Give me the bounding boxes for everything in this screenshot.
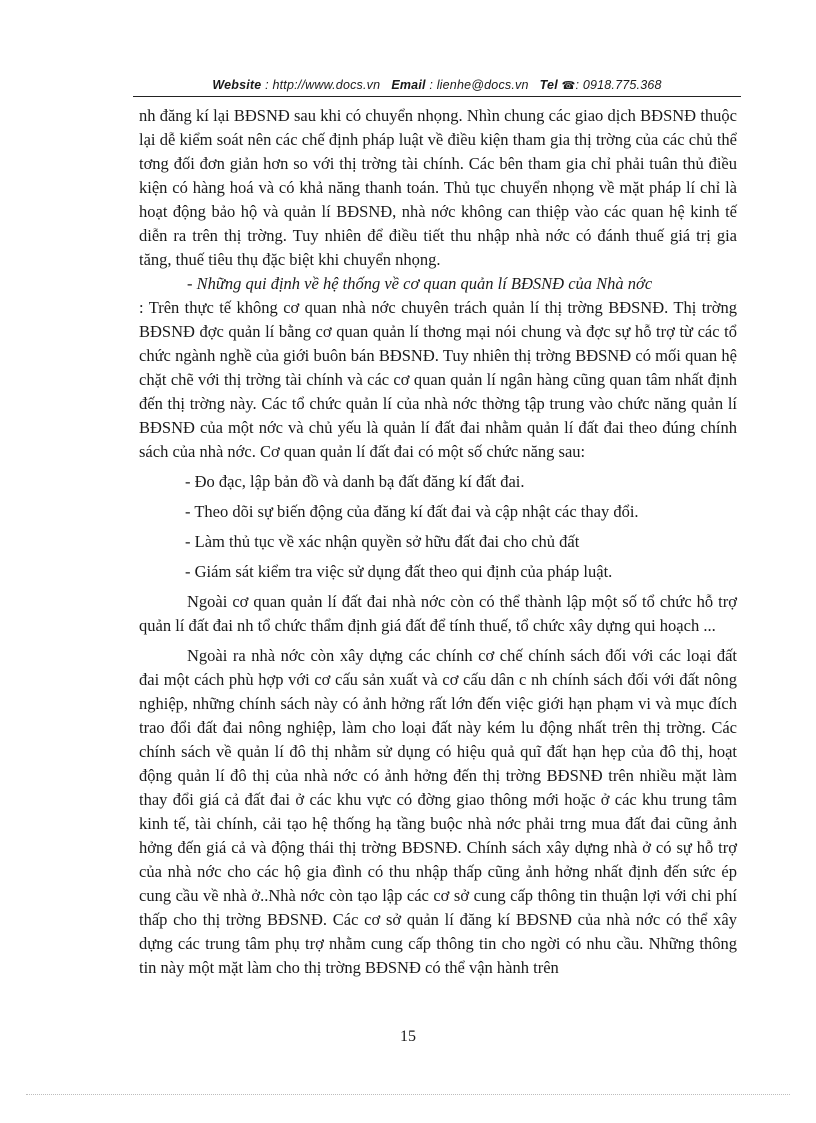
paragraph-3: Ngoài cơ quan quản lí đất đai nhà nớc còn có thể thành lập một số tổ chức hỗ trợ quản lí đất đai nh tổ chức thẩm định giá đất để tính thuế, tổ chức xây dựng qui hoạch ... (139, 592, 737, 635)
paragraph-4: Ngoài ra nhà nớc còn xây dựng các chính cơ chế chính sách đối với các loại đất đai một cách phù hợp với cơ cấu sản xuất và cơ cấu dân c nh chính sách đối với đất nông nghiệp, những chính sách này có ảnh hởng rất lớn đến việc giới hạn phạm vi và mục đích trao đổi đất đai nông nghiệp, làm cho loại đất này kém lu động nhất trên thị trờng. Các chính sách về quản lí đô thị nhằm sử dụng có hiệu quả quĩ đất hạn hẹp của đô thị, hoạt động quản lí đô thị của nhà nớc có ảnh hởng đến thị trờng BĐSNĐ trên nhiều mặt làm thay đổi giá cả đất đai ở các khu vực có đờng giao thông mới hoặc ở các khu trung tâm kinh tế, tài chính, cải tạo hệ thống hạ tầng buộc nhà nớc phải trng mua đất đai cũng ảnh hởng đến giá cả và động thái thị trờng BĐSNĐ. Chính sách xây dựng nhà ở có sự hỗ trợ của nhà nớc cho các hộ gia đình có thu nhập thấp cũng ảnh hởng nhất định đến sức ép cung cầu về nhà ở..Nhà nớc còn tạo lập các cơ sở cung cấp thông tin thuận lợi với chi phí thấp cho thị trờng BĐSNĐ. Các cơ sở quản lí đăng kí BĐSNĐ của nhà nớc có thể xây dựng các trung tâm phụ trợ nhằm cung cấp thông tin cho ngời có nhu cầu. Những thông tin này một mặt làm cho thị trờng BĐSNĐ có thể vận hành trên (139, 646, 737, 977)
page-header (133, 78, 741, 92)
subheading-text: - Những qui định về hệ thống về cơ quan quản lí BĐSNĐ của Nhà nớc (187, 274, 653, 293)
email-label: Email (391, 78, 426, 92)
paragraph-2: : Trên thực tế không cơ quan nhà nớc chuyên trách quản lí thị trờng BĐSNĐ. Thị trờng BĐSNĐ đợc quản lí bằng cơ quan quản lí thơng mại nói chung và đợc sự hỗ trợ từ các tổ chức ngành nghề của giới buôn bán BĐSNĐ. Tuy nhiên thị trờng BĐSNĐ có mối quan hệ chặt chẽ với thị trờng tài chính và các cơ quan quản lí ngân hàng cũng quan tâm nhất định đến thị trờng này. Các tổ chức quản lí của nhà nớc thờng tập trung vào chức năng quản lí BĐSNĐ của một nớc và chủ yếu là quản lí đất đai nhằm quản lí đất đai theo đúng chính sách của nhà nớc. Cơ quan quản lí đất đai có một số chức năng sau: (139, 298, 737, 461)
header-divider (133, 96, 741, 97)
list-item: - Theo dõi sự biến động của đăng kí đất đai và cập nhật các thay đổi. (185, 502, 639, 521)
section-subheading (139, 272, 737, 296)
page-number: 15 (400, 1028, 416, 1045)
list-item: - Đo đạc, lập bản đồ và danh bạ đất đăng kí đất đai. (185, 472, 525, 491)
tel-label: Tel (539, 78, 558, 92)
email-address[interactable]: : lienhe@docs.vn (429, 78, 529, 92)
tel-number: : 0918.775.368 (575, 78, 662, 92)
list-item: - Giám sát kiểm tra việc sử dụng đất theo qui định của pháp luật. (185, 562, 613, 581)
list-item: - Làm thủ tục về xác nhận quyền sở hữu đất đai cho chủ đất (185, 532, 580, 551)
website-url[interactable]: : http://www.docs.vn (265, 78, 381, 92)
website-label: Website (212, 78, 262, 92)
document-body (139, 104, 737, 980)
phone-icon: ☎ (561, 80, 576, 92)
footer-divider (26, 1094, 790, 1095)
paragraph-1: nh đăng kí lại BĐSNĐ sau khi có chuyển nhọng. Nhìn chung các giao dịch BĐSNĐ thuộc lại dễ kiểm soát nên các chế định pháp luật về điều kiện tham gia thị trờng của các chủ thể tơng đối đơn giản hơn so với thị trờng tài chính. Các bên tham gia chỉ phải tuân thủ điều kiện có hàng hoá và có khả năng thanh toán. Thủ tục chuyển nhọng về mặt pháp lí chỉ là hoạt động bảo hộ và quản lí BĐSNĐ, nhà nớc không can thiệp vào các quan hệ kinh tế diễn ra trên thị trờng. Tuy nhiên để điều tiết thu nhập nhà nớc có đánh thuế giá trị gia tăng, thuế tiêu thụ đặc biệt khi chuyển nhọng. (139, 106, 737, 269)
